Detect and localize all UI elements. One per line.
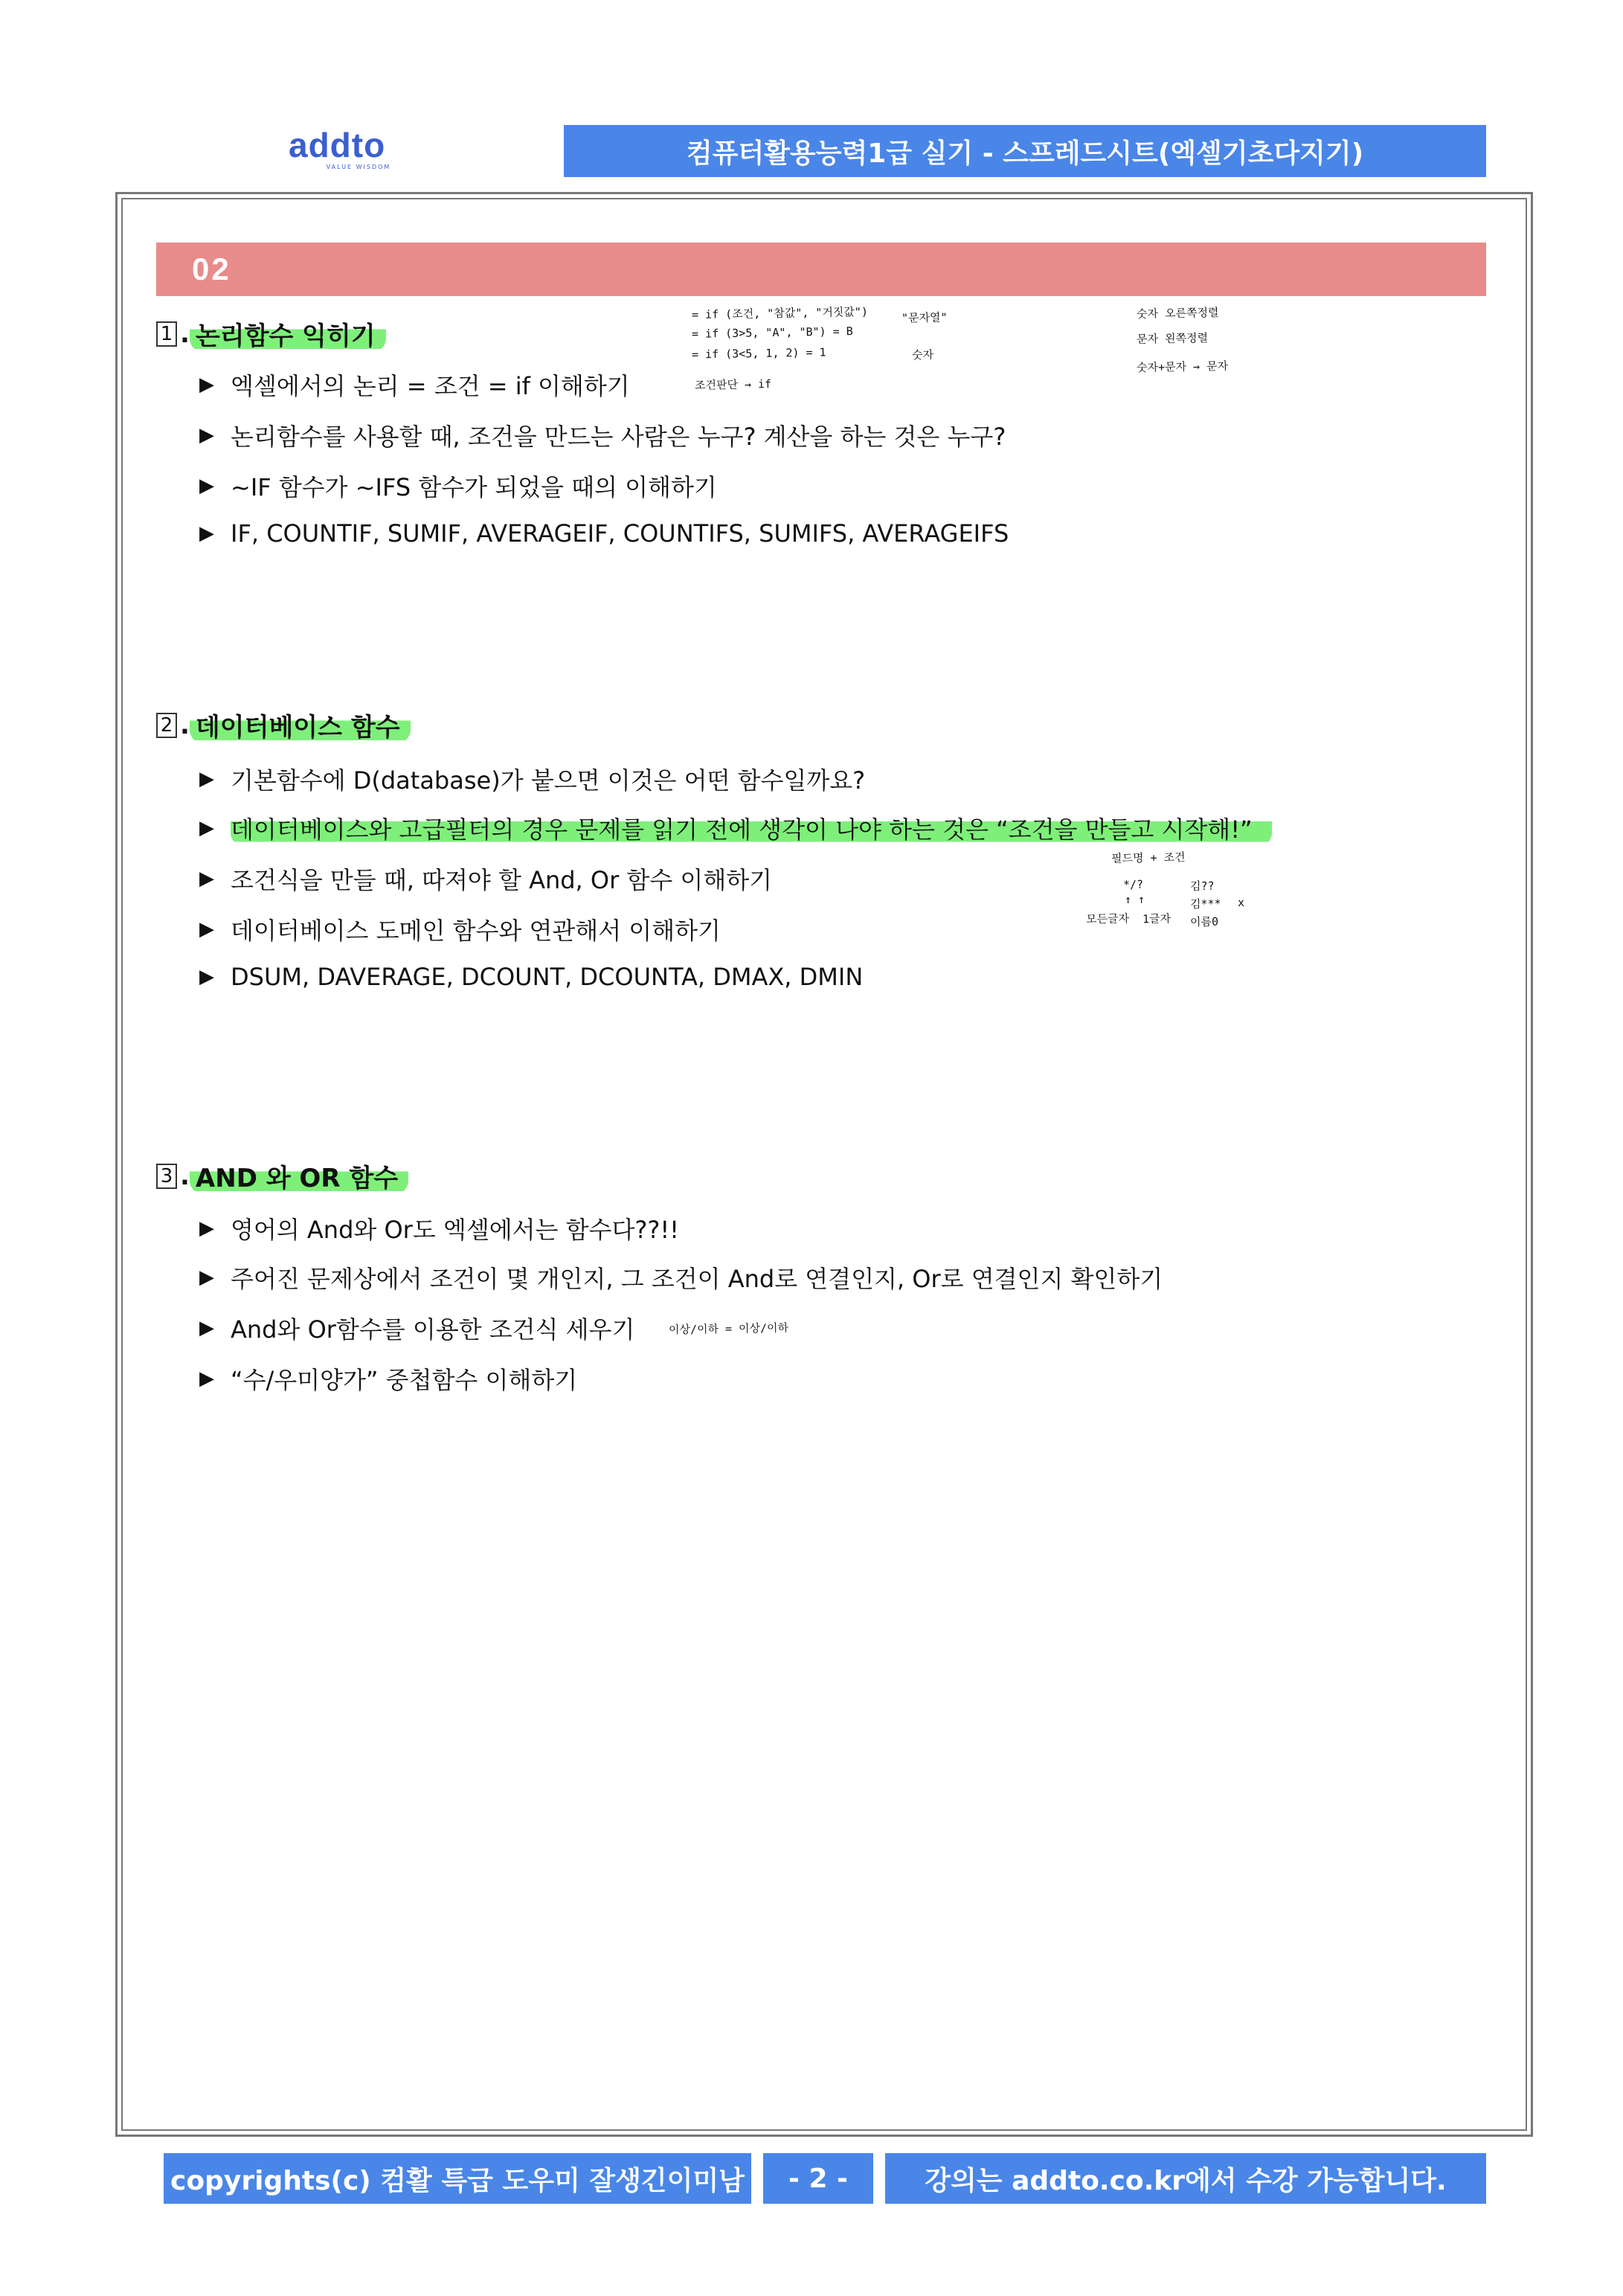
- handwritten-filter-label-1: 모든글자: [1085, 911, 1130, 926]
- handwritten-if-formula-2: = if (3>5, "A", "B") = B: [691, 324, 853, 341]
- section-2-bullet-3: [199, 862, 772, 896]
- handwritten-align-note-3: 숫자+문자 → 문자: [1136, 359, 1229, 375]
- document-title-bar: [564, 125, 1486, 177]
- bullet-text: 논리함수를 사용할 때, 조건을 만드는 사람은 누구? 계산을 하는 것은 누구?: [231, 423, 1006, 451]
- handwritten-align-note-2: 문자 왼쪽정렬: [1136, 331, 1209, 346]
- triangle-bullet-icon: ▶: [199, 475, 214, 497]
- document-title: 컴퓨터활용능력1급 실기 - 스프레드시트(엑셀기초다지기): [686, 138, 1364, 169]
- section-number: 02: [192, 251, 231, 286]
- page-number: - 2 -: [788, 2163, 848, 2194]
- footer-lecture-info: [885, 2153, 1486, 2204]
- section-2-heading: 2 . 데이터베이스 함수: [156, 707, 411, 743]
- triangle-bullet-icon: ▶: [199, 1317, 214, 1339]
- handwritten-filter-symbol-1: */?: [1122, 877, 1144, 892]
- bullet-text: 영어의 And와 Or도 엑셀에서는 함수다??!!: [231, 1216, 679, 1244]
- section-2-title: 데이터베이스 함수: [190, 707, 411, 743]
- bullet-text: ~IF 함수가 ~IFS 함수가 되었을 때의 이해하기: [231, 473, 717, 501]
- section-2-bullet-4: [199, 912, 721, 946]
- triangle-bullet-icon: ▶: [199, 373, 214, 396]
- bullet-text: 조건식을 만들 때, 따져야 할 And, Or 함수 이해하기: [231, 866, 773, 894]
- section-3-heading: 3 . AND 와 OR 함수: [156, 1158, 408, 1194]
- section-3-bullet-4: [199, 1362, 577, 1396]
- handwritten-number-label: 숫자: [911, 347, 934, 362]
- bullet-text: 기본함수에 D(database)가 붙으면 이것은 어떤 함수일까요?: [231, 766, 866, 795]
- handwritten-align-note-1: 숫자 오른쪽정렬: [1136, 306, 1219, 321]
- section-1-heading: 1 . 논리함수 익히기: [156, 315, 386, 352]
- bullet-text: DSUM, DAVERAGE, DCOUNT, DCOUNTA, DMAX, DMIN: [231, 963, 864, 991]
- section-number-band: [156, 243, 1486, 296]
- section-3-bullet-2: [199, 1260, 1163, 1295]
- section-2-bullet-2: [199, 811, 1272, 845]
- handwritten-filter-label-2: 1글자: [1142, 911, 1172, 926]
- triangle-bullet-icon: ▶: [199, 966, 214, 988]
- handwritten-filter-note: 필드명 + 조건: [1111, 850, 1186, 865]
- bullet-text: IF, COUNTIF, SUMIF, AVERAGEIF, COUNTIFS, SUMIFS, AVERAGEIFS: [231, 519, 1009, 548]
- section-1-bullet-1: [199, 368, 630, 402]
- handwritten-condition-arrow: 조건판단 → if: [694, 377, 772, 392]
- section-1-bullet-4: [199, 519, 1009, 548]
- handwritten-filter-label-3: 김***: [1189, 897, 1221, 911]
- handwritten-and-or-note: 이상/이하 = 이상/이하: [669, 1321, 789, 1336]
- triangle-bullet-icon: ▶: [199, 1367, 214, 1390]
- triangle-bullet-icon: ▶: [199, 817, 214, 839]
- handwritten-filter-label-5: x: [1237, 895, 1245, 910]
- section-2-bullet-1: [199, 762, 865, 796]
- logo-wordmark: addto: [289, 126, 386, 164]
- footer-page-number: [763, 2153, 873, 2204]
- triangle-bullet-icon: ▶: [199, 768, 214, 790]
- section-1-bullet-2: [199, 418, 1006, 452]
- triangle-bullet-icon: ▶: [199, 1217, 214, 1240]
- section-3-bullet-1: [199, 1211, 679, 1245]
- section-3-bullet-3: [199, 1311, 788, 1345]
- triangle-bullet-icon: ▶: [199, 918, 214, 940]
- section-1-bullet-3: [199, 469, 717, 503]
- section-3-title: AND 와 OR 함수: [190, 1158, 408, 1194]
- bullet-text: “수/우미양가” 중첩함수 이해하기: [231, 1366, 578, 1394]
- section-3-number: 3: [156, 1164, 177, 1189]
- lecture-text: 강의는 addto.co.kr에서 수강 가능합니다.: [925, 2165, 1447, 2196]
- addto-logo: [289, 128, 428, 173]
- handwritten-up-arrows: ↑ ↑: [1124, 892, 1145, 907]
- logo-tagline: VALUE WISDOM: [326, 164, 391, 170]
- triangle-bullet-icon: ▶: [199, 1266, 214, 1289]
- triangle-bullet-icon: ▶: [199, 424, 214, 446]
- section-2-number: 2: [156, 713, 177, 738]
- footer-copyright: [164, 2153, 751, 2204]
- bullet-text-highlighted: 데이터베이스와 고급필터의 경우 문제를 읽기 전에 생각이 나야 하는 것은 “조건을 만들고 시작해!”: [231, 811, 1272, 845]
- bullet-text: 주어진 문제상에서 조건이 몇 개인지, 그 조건이 And로 연결인지, Or로 연결인지 확인하기: [231, 1265, 1163, 1293]
- handwritten-filter-symbol-2: 김??: [1189, 879, 1215, 894]
- bullet-text: 엑셀에서의 논리 = 조건 = if 이해하기: [231, 372, 630, 400]
- handwritten-text-label: "문자열": [901, 310, 948, 325]
- bullet-text: And와 Or함수를 이용한 조건식 세우기: [231, 1315, 635, 1344]
- handwritten-if-formula-1: = if (조건, "참값", "거짓값"): [691, 304, 869, 322]
- section-1-title: 논리함수 익히기: [190, 315, 386, 352]
- copyright-text: copyrights(c) 컴활 특급 도우미 잘생긴이미남: [170, 2165, 745, 2196]
- triangle-bullet-icon: ▶: [199, 522, 214, 545]
- section-1-number: 1: [156, 321, 177, 347]
- handwritten-if-formula-3: = if (3<5, 1, 2) = 1: [691, 345, 826, 362]
- triangle-bullet-icon: ▶: [199, 868, 214, 890]
- handwritten-filter-label-4: 이름0: [1189, 914, 1219, 929]
- section-2-bullet-5: [199, 963, 863, 991]
- bullet-text: 데이터베이스 도메인 함수와 연관해서 이해하기: [231, 917, 721, 945]
